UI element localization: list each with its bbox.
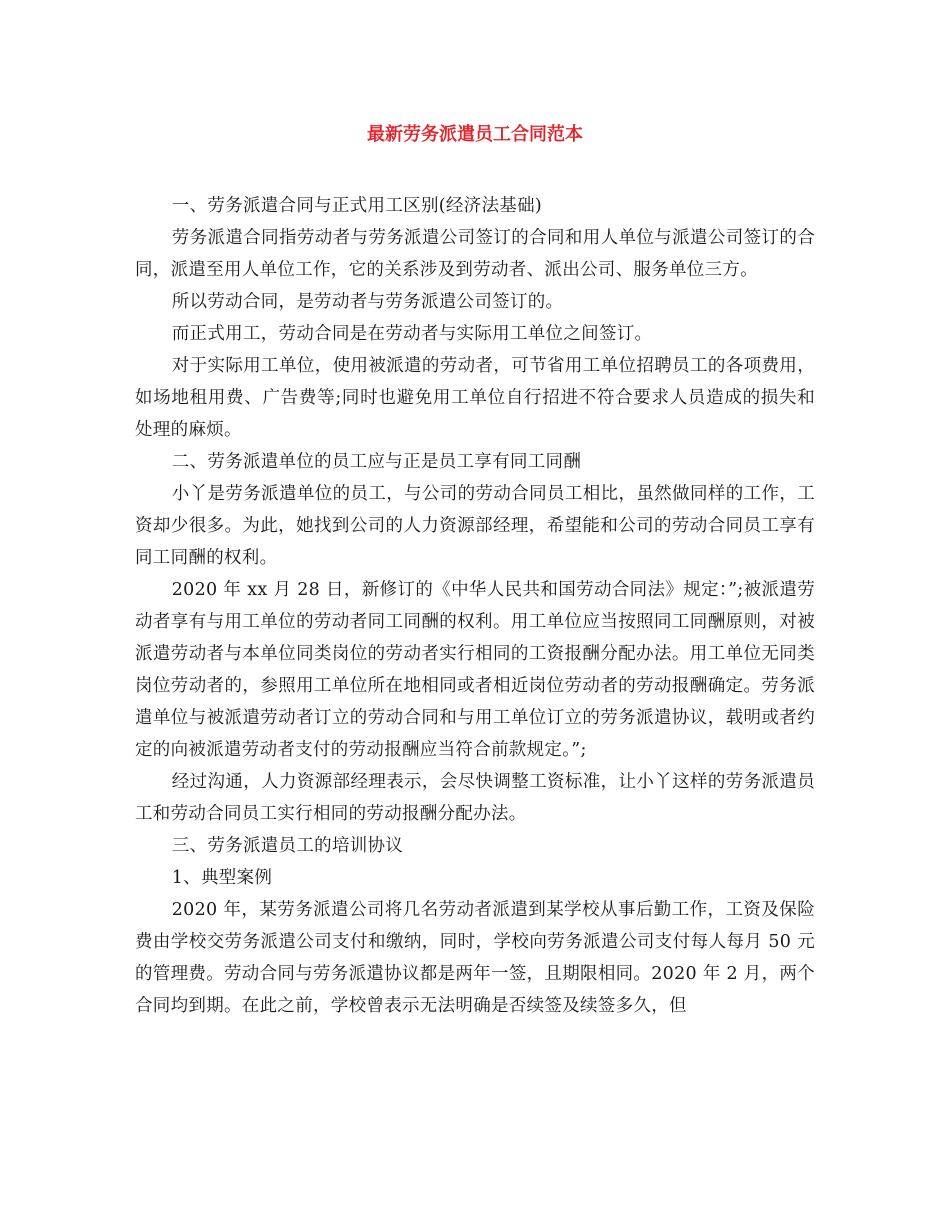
paragraph: 所以劳动合同，是劳动者与劳务派遣公司签订的。 (171, 292, 564, 312)
paragraph: 小丫是劳务派遣单位的员工，与公司的劳动合同员工相比，虽然做同样的工作，工资却少很多。为此，她找到公司的人力资源部经理，希望能和公司的劳动合同员工享有同工同酬的权利。 (135, 484, 815, 568)
paragraph: 劳务派遣合同指劳动者与劳务派遣公司签订的合同和用人单位与派遣公司签订的合同，派遣至用人单位工作，它的关系涉及到劳动者、派出公司、服务单位三方。 (135, 228, 815, 280)
document-title: 最新劳务派遣员工合同范本 (367, 124, 583, 145)
paragraph: 2020 年，某劳务派遣公司将几名劳动者派遣到某学校从事后勤工作，工资及保险费由学校交劳务派遣公司支付和缴纳，同时，学校向劳务派遣公司支付每人每月 50 元的管理费。劳动合同与劳务派遣协议都是两年一签，且期限相同。2020 年 2 月，两个合同均到期。在此之前，学校曾表示无法明确是否续签及续签多久，但 (135, 900, 815, 1016)
section-heading-3: 三、劳务派遣员工的培训协议 (171, 836, 404, 856)
paragraph: 经过沟通，人力资源部经理表示，会尽快调整工资标准，让小丫这样的劳务派遣员工和劳动合同员工实行相同的劳动报酬分配办法。 (135, 772, 815, 824)
paragraph: 2020 年 xx 月 28 日，新修订的《中华人民共和国劳动合同法》规定：”;被派遣劳动者享有与用工单位的劳动者同工同酬的权利。用工单位应当按照同工同酬原则，对被派遣劳动者与本单位同类岗位的劳动者实行相同的工资报酬分配办法。用工单位无同类岗位劳动者的，参照用工单位所在地相同或者相近岗位劳动者的劳动报酬确定。劳务派遣单位与被派遣劳动者订立的劳动合同和与用工单位订立的劳务派遣协议，载明或者约定的向被派遣劳动者支付的劳动报酬应当符合前款规定。”; (135, 580, 815, 760)
section-heading-1: 一、劳务派遣合同与正式用工区别(经济法基础) (171, 196, 543, 216)
paragraph: 而正式用工，劳动合同是在劳动者与实际用工单位之间签订。 (171, 324, 653, 344)
subsection-heading: 1、典型案例 (171, 868, 273, 888)
paragraph: 对于实际用工单位，使用被派遣的劳动者，可节省用工单位招聘员工的各项费用，如场地租用费、广告费等;同时也避免用工单位自行招进不符合要求人员造成的损失和处理的麻烦。 (135, 356, 815, 440)
section-heading-2: 二、劳务派遣单位的员工应与正是员工享有同工同酬 (171, 452, 582, 472)
